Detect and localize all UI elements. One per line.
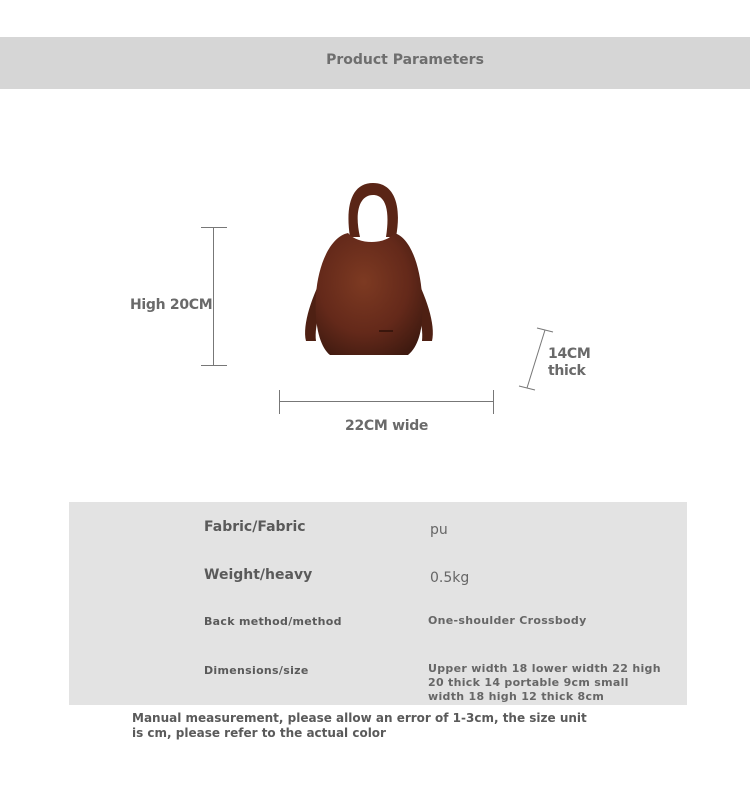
height-line bbox=[213, 227, 214, 365]
width-left-cap bbox=[279, 390, 280, 414]
parameters-table bbox=[69, 502, 687, 705]
param-label-dimensions: Dimensions/size bbox=[204, 664, 309, 677]
width-right-cap bbox=[493, 390, 494, 414]
thickness-label-value: 14CM bbox=[548, 346, 591, 362]
param-value-dimensions: Upper width 18 lower width 22 high 20 thick 14 portable 9cm small width 18 high 12 thick 8cm bbox=[428, 662, 661, 703]
width-label: 22CM wide bbox=[345, 418, 429, 434]
param-label-weight: Weight/heavy bbox=[204, 567, 313, 583]
height-bottom-cap bbox=[201, 365, 227, 366]
param-label-back-method: Back method/method bbox=[204, 615, 342, 628]
param-value-fabric: pu bbox=[430, 522, 448, 538]
handbag-image bbox=[290, 175, 440, 360]
page-title: Product Parameters bbox=[326, 52, 484, 68]
param-label-fabric: Fabric/Fabric bbox=[204, 519, 306, 535]
width-line bbox=[279, 401, 494, 402]
thickness-label-unit: thick bbox=[548, 363, 586, 379]
param-value-weight: 0.5kg bbox=[430, 570, 470, 586]
height-label: High 20CM bbox=[130, 297, 213, 313]
height-top-cap bbox=[201, 227, 227, 228]
param-value-back-method: One-shoulder Crossbody bbox=[428, 614, 587, 627]
measurement-note: Manual measurement, please allow an error of 1-3cm, the size unit is cm, please refer to the actual color bbox=[132, 711, 587, 740]
